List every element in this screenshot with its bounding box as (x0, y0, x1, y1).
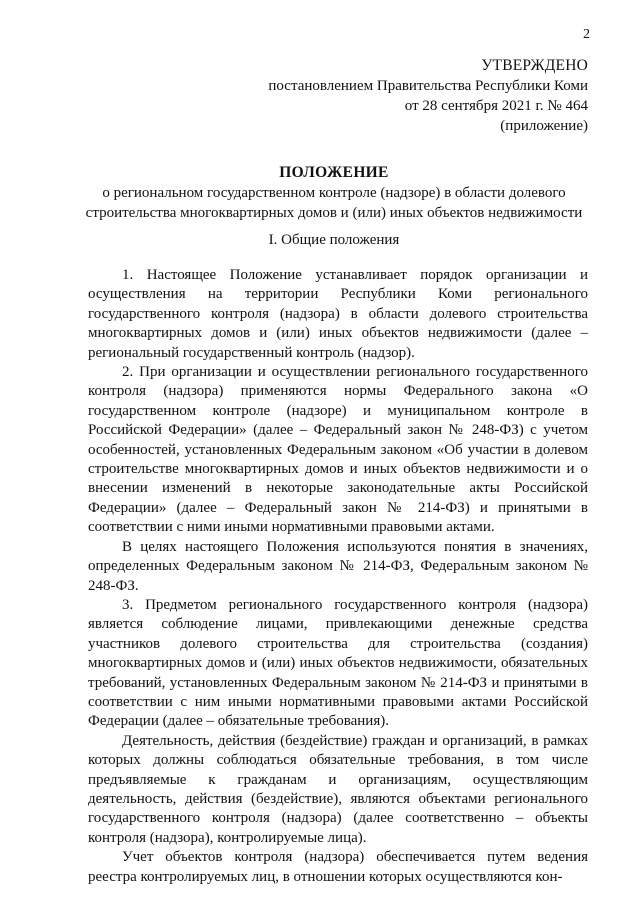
approval-stamp (268, 56, 588, 136)
approval-line-2: от 28 сентября 2021 г. № 464 (404, 98, 588, 114)
approval-line-3: (приложение) (500, 118, 588, 134)
document-subtitle: о региональном государственном контроле (надзоре) в области долевого строительства многоквартирных домов и (или) иных объектов недвижимости (85, 185, 583, 221)
document-title: ПОЛОЖЕНИЕ (279, 164, 389, 181)
paragraph-2: 2. При организации и осуществлении регионального государственного контроля (надзора) применяются нормы Федерального закона «О государственном контроле (надзоре) и муниципальном контроле в Российской Федерации» (далее – Федеральный закон № 248-ФЗ) с учетом особенностей, установленных Федеральным законом «Об участии в долевом строительстве многоквартирных домов и иных объектов недвижимости и о внесении изменений в некоторые законодательные акты Российской Федерации» (далее – Федеральный закон № 214-ФЗ) и принятыми в соответствии с ними иными нормативными правовыми актами. (88, 364, 588, 536)
approval-line-1: постановлением Правительства Республики Коми (268, 78, 588, 94)
section-heading: I. Общие положения (268, 232, 400, 248)
body-text (88, 266, 588, 887)
approval-heading: УТВЕРЖДЕНО (481, 57, 588, 74)
paragraph-3: В целях настоящего Положения используются понятия в значениях, определенных Федеральным законом № 214-ФЗ, Федеральным законом № 248-ФЗ. (88, 538, 588, 594)
paragraph-5: Деятельность, действия (бездействие) граждан и организаций, в рамках которых должны соблюдаться обязательные требования, в том числе предъявляемые к гражданам и организациям, осуществляющим деятельность, действия (бездействие), являются объектами регионального государственного контроля (надзора) (далее соответственно – объекты контроля (надзора), контролируемые лица). (88, 732, 588, 846)
paragraph-1: 1. Настоящее Положение устанавливает порядок организации и осуществления на территории Республики Коми регионального государственного контроля (надзора) в области долевого строительства многоквартирных домов и (или) иных объектов недвижимости (далее – региональный государственный контроль (надзор). (88, 267, 588, 361)
paragraph-6: Учет объектов контроля (надзора) обеспечивается путем ведения реестра контролируемых лиц, в отношении которых осуществляются кон- (88, 849, 588, 885)
document-title-block (60, 163, 608, 223)
page-number: 2 (583, 27, 590, 42)
paragraph-4: 3. Предметом регионального государственного контроля (надзора) является соблюдение лицами, привлекающими денежные средства участников долевого строительства для строительства (создания) многоквартирных домов и (или) иных объектов недвижимости, обязательных требований, установленных Федеральным законом № 214-ФЗ и принятыми в соответствии с ним иными нормативными правовыми актами Российской Федерации (далее – обязательные требования). (88, 596, 588, 730)
